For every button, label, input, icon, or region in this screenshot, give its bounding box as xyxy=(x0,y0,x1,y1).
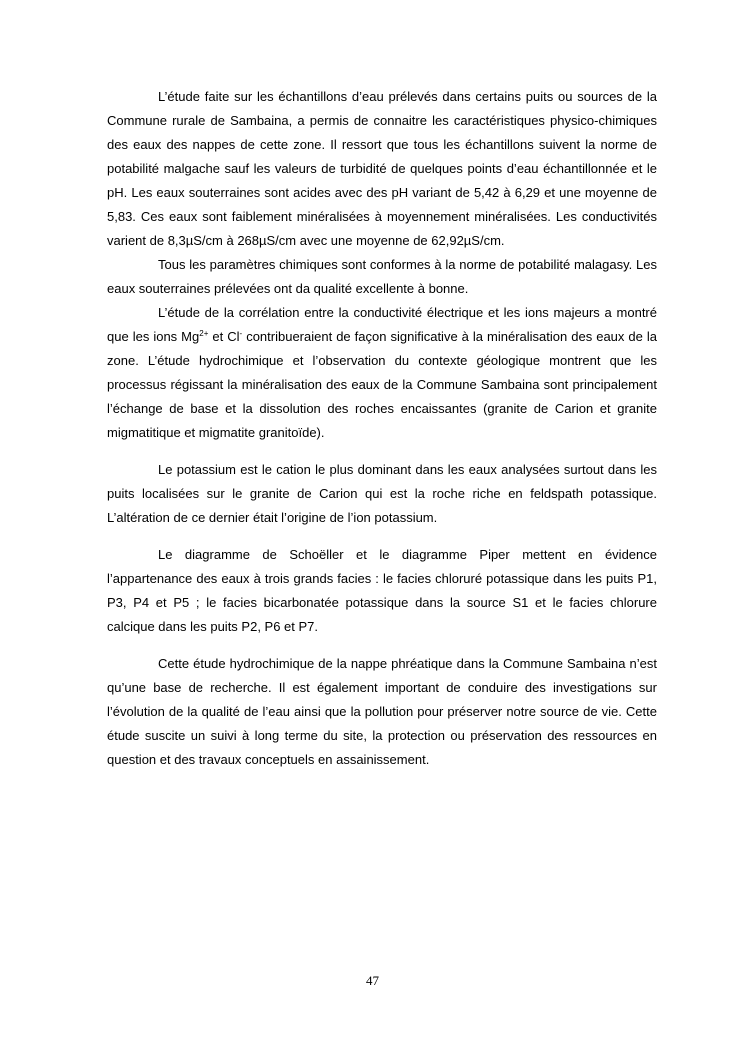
page-number: 47 xyxy=(366,973,379,988)
paragraph-potassium: Le potassium est le cation le plus dominant dans les eaux analysées surtout dans les puits localisées sur le granite de Carion qui est la roche riche en feldspath potassique. L’altération de ce dernier était l’origine de l’ion potassium. xyxy=(107,462,657,525)
conclusion-text-block xyxy=(107,85,657,772)
paragraph-water-samples-study: L’étude faite sur les échantillons d’eau prélevés dans certains puits ou sources de la Commune rurale de Sambaina, a permis de connaitre les caractéristiques physico-chimiques des eaux des nappes de cette zone. Il ressort que tous les échantillons suivent la norme de potabilité malgache sauf les valeurs de turbidité de quelques points d’eau échantillonnée et le pH. Les eaux souterraines sont acides avec des pH variant de 5,42 à 6,29 et une moyenne de 5,83. Ces eaux sont faiblement minéralisées à moyennement minéralisées. Les conductivités varient de 8,3µS/cm à 268µS/cm avec une moyenne de 62,92µS/cm. xyxy=(107,89,657,248)
paragraph-correlation-study xyxy=(107,301,657,445)
correlation-text-part3: contribueraient de façon significative à la minéralisation des eaux de la zone. L’étude hydrochimique et l’observation du contexte géologique montrent que les processus régissant la minéralisation des eaux de la Commune Sambaina sont principalement l’échange de base et la dissolution des roches encaissantes (granite de Carion et granite migmatitique et migmatite granitoïde). xyxy=(107,329,658,440)
magnesium-charge-superscript: 2+ xyxy=(199,329,209,338)
chloride-charge-superscript: - xyxy=(239,329,243,338)
paragraph-chemical-parameters: Tous les paramètres chimiques sont conformes à la norme de potabilité malagasy. Les eaux souterraines prélevées ont da qualité excellente à bonne. xyxy=(107,257,657,296)
paragraph-research-outlook: Cette étude hydrochimique de la nappe phréatique dans la Commune Sambaina n’est qu’une base de recherche. Il est également important de conduire des investigations sur l’évolution de la qualité de l’eau ainsi que la pollution pour préserver notre source de vie. Cette étude suscite un suivi à long terme du site, la protection ou préservation des ressources en question et des travaux conceptuels en assainissement. xyxy=(107,656,657,767)
correlation-text-part2: et Cl xyxy=(208,329,240,344)
paragraph-facies-diagrams: Le diagramme de Schoëller et le diagramme Piper mettent en évidence l’appartenance des eaux à trois grands facies : le facies chloruré potassique dans les puits P1, P3, P4 et P5 ; le facies bicarbonatée potassique dans la source S1 et le facies chlorure calcique dans les puits P2, P6 et P7. xyxy=(107,547,657,634)
correlation-text-part1: L’étude de la corrélation entre la conductivité électrique et les ions majeurs a montré que les ions Mg xyxy=(107,305,657,344)
